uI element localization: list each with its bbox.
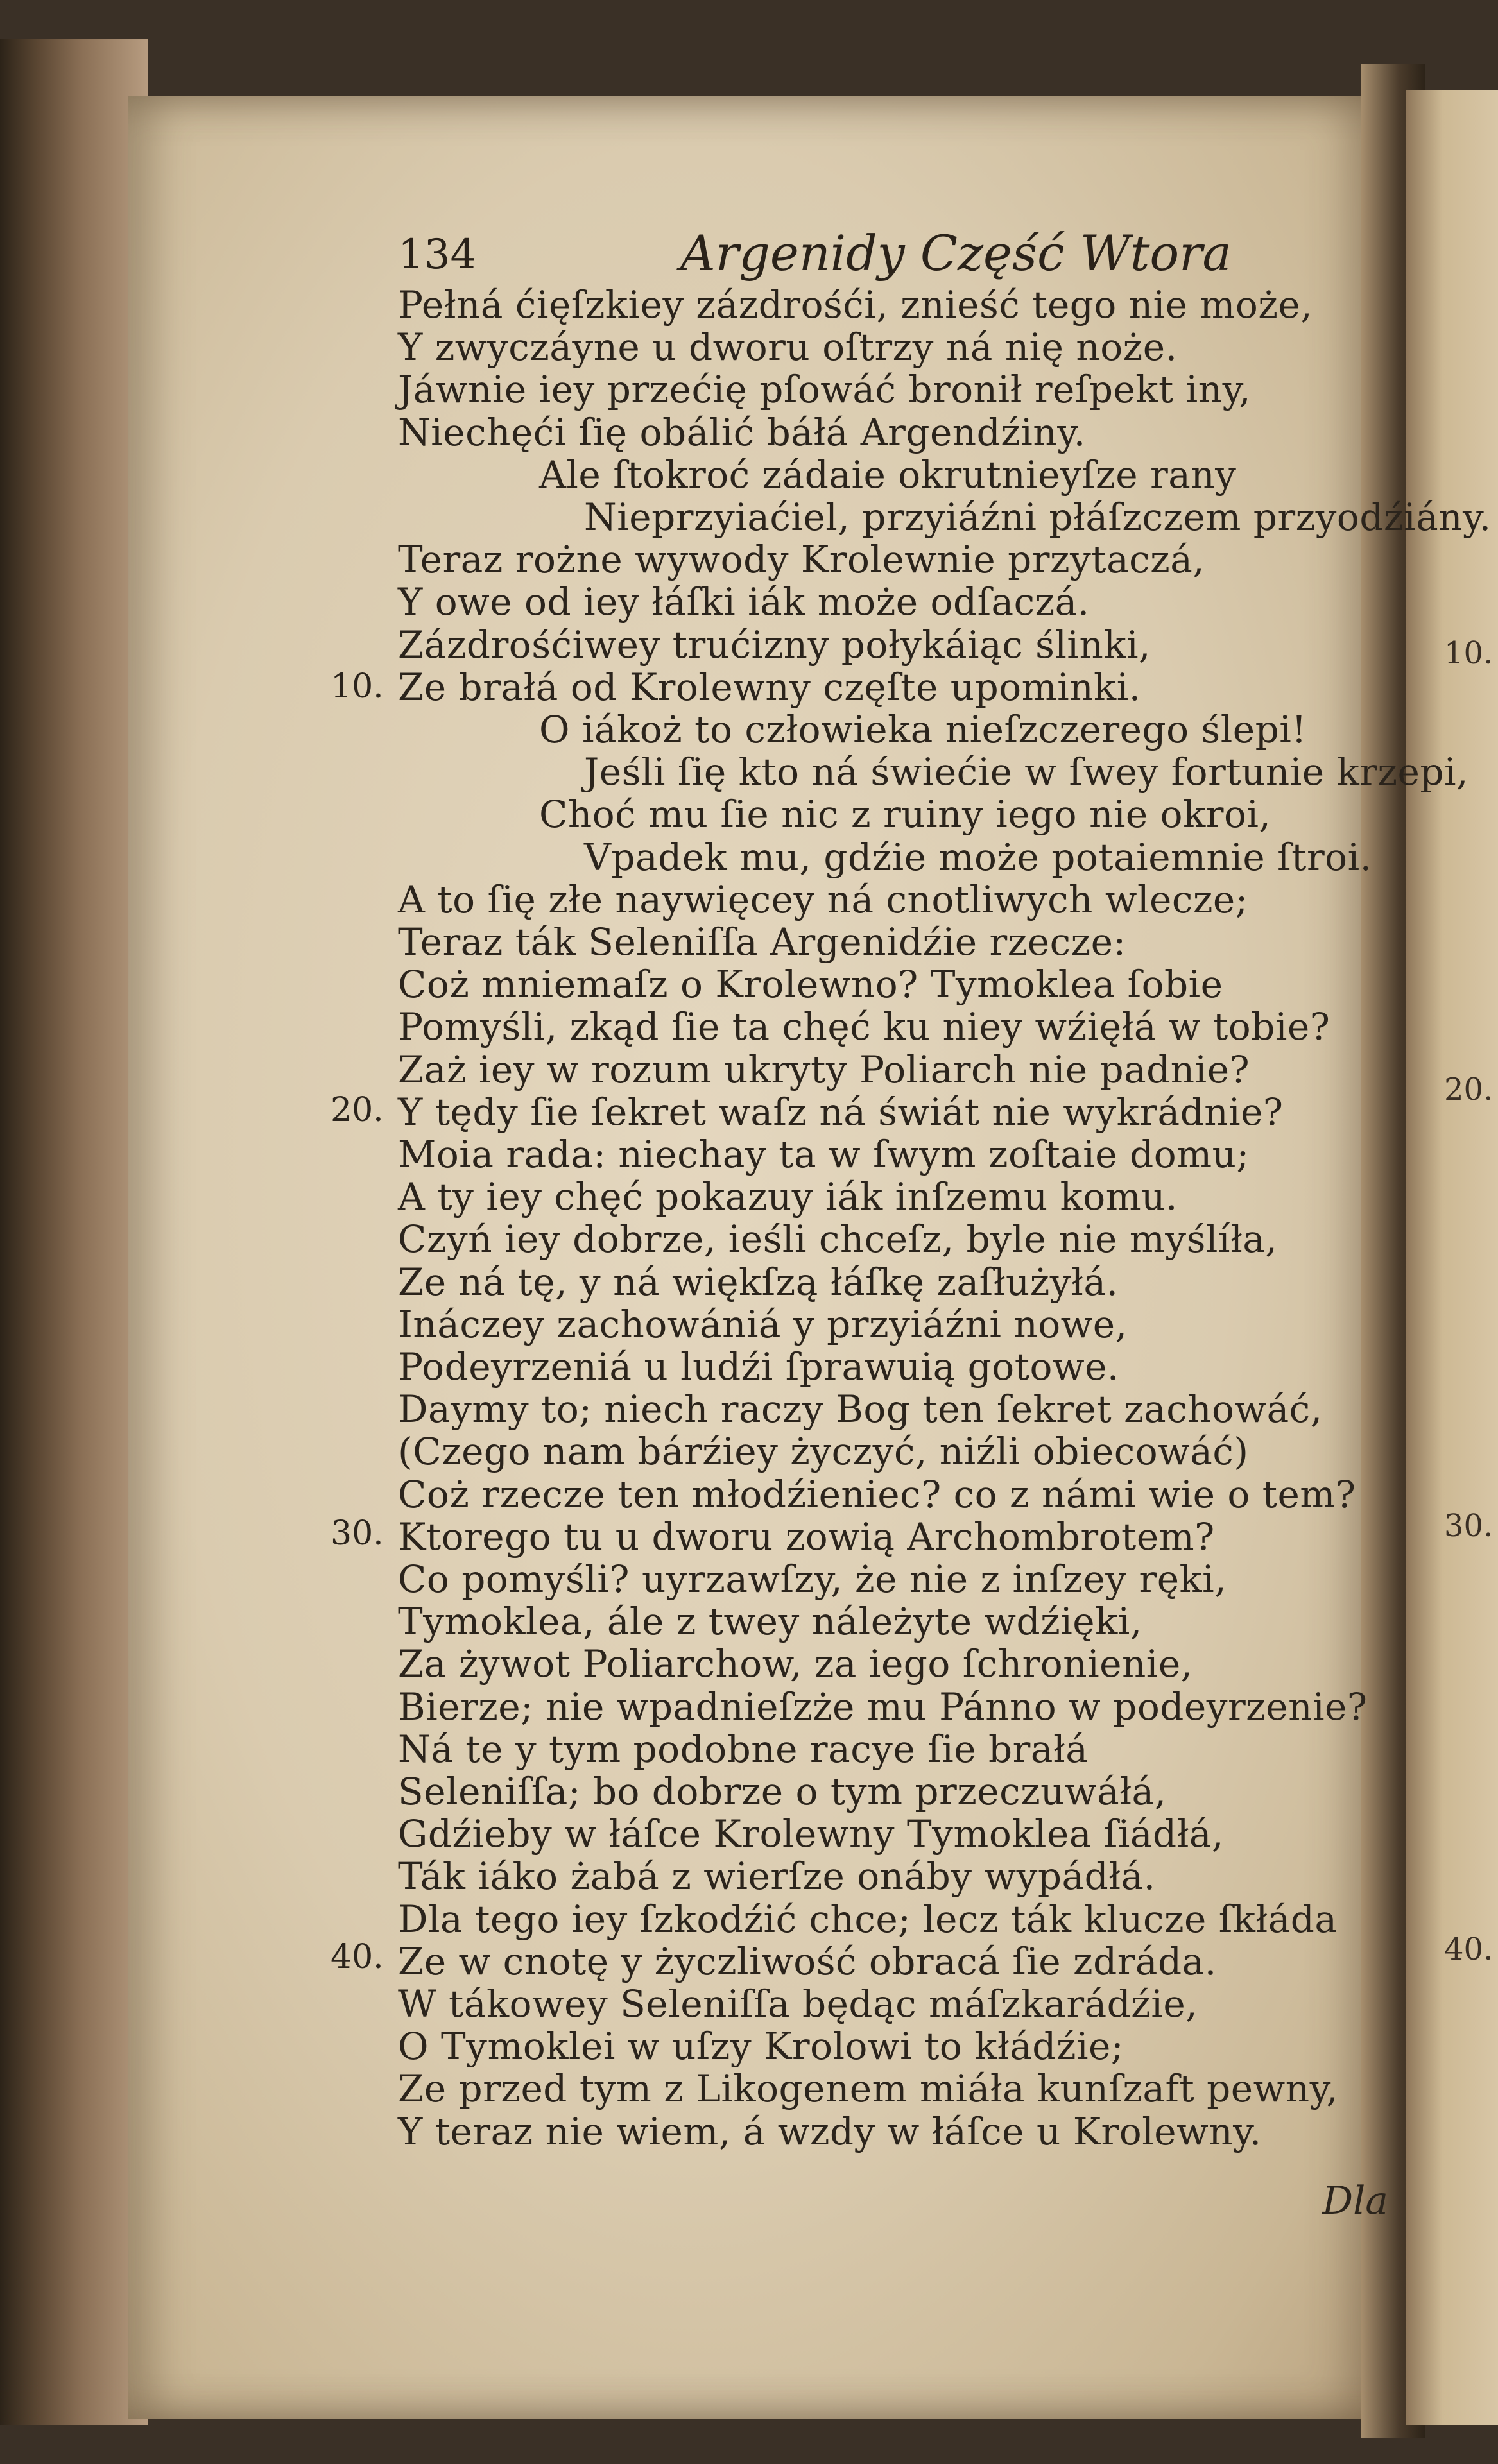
verse-line: Podeyrzeniá u ludźi ſprawuią gotowe.	[398, 1345, 1119, 1389]
verse-line: Ze w cnotę y życzliwość obracá ſie zdráda.	[398, 1939, 1217, 1983]
verse-line: Ináczey zachowániá y przyiáźni nowe,	[398, 1302, 1128, 1346]
verse-line: (Czego nam bárźiey życzyć, niźli obiecowáć)	[398, 1430, 1249, 1474]
verse-line: Co pomyśli? uyrzawſzy, że nie z inſzey ręki,	[398, 1557, 1227, 1601]
verse-line: Ktorego tu u dworu zowią Archombrotem?	[398, 1514, 1215, 1559]
running-title: Argenidy Część Wtora	[680, 225, 1232, 282]
verse-line: Y tędy ſie ſekret waſz ná świát nie wykrádnie?	[398, 1090, 1284, 1134]
verse-line: A to ſię złe naywięcey ná cnotliwych wlecze;	[398, 877, 1248, 921]
line-number: 10.	[331, 667, 384, 706]
verse-line: Gdźieby w łáſce Krolewny Tymoklea ſiádłá,	[398, 1812, 1224, 1856]
verse-line: Zaż iey w rozum ukryty Poliarch nie padnie?	[398, 1047, 1250, 1091]
verse-line: Tymoklea, ále z twey náleżyte wdźięki,	[398, 1600, 1142, 1644]
verse-line: Y teraz nie wiem, á wzdy w łáſce u Krolewny.	[398, 2109, 1262, 2153]
verse-line: Vpadek mu, gdźie może potaiemnie ſtroi.	[584, 835, 1372, 879]
line-number: 20.	[331, 1091, 384, 1129]
facing-line-number: 40.	[1444, 1931, 1494, 1967]
verse-line: Ták iáko żabá z wierſze onáby wypádłá.	[398, 1854, 1156, 1899]
verse-line: Jáwnie iey przećię pſowáć bronił reſpekt iny,	[398, 368, 1252, 412]
verse-line: Choć mu ſie nic z ruiny iego nie okroi,	[539, 792, 1271, 837]
verse-line: Jeśli ſię kto ná świećie w ſwey fortunie krzepi,	[584, 750, 1468, 794]
verse-line: Ná te y tym podobne racye ſie brałá	[398, 1727, 1089, 1771]
verse-line: Y owe od iey łáſki iák może odſaczá.	[398, 580, 1090, 624]
verse-line: Teraz rożne wywody Krolewnie przytaczá,	[398, 538, 1205, 582]
verse-line: W tákowey Seleniſſa będąc máſzkarádźie,	[398, 1982, 1198, 2026]
verse-line: Pełná ćięſzkiey zázdrośći, znieść tego nie może,	[398, 283, 1313, 327]
verse-line: Ze ná tę, y ná więkſzą łáſkę zaſłużyłá.	[398, 1260, 1119, 1304]
verse-line: Coż mniemaſz o Krolewno? Tymoklea ſobie	[398, 963, 1223, 1007]
page-number: 134	[398, 231, 477, 278]
verse-line: Coż rzecze ten młodźieniec? co z námi wie o tem?	[398, 1472, 1356, 1516]
verse-line: Ale ſtokroć zádaie okrutnieyſze rany	[539, 452, 1237, 497]
verse-line: O iákoż to człowieka nieſzczerego ślepi!	[539, 708, 1307, 751]
page-block-edge	[0, 38, 148, 2426]
verse-line: Niechęći ſię obálić báłá Argendźiny.	[398, 410, 1086, 454]
facing-line-number: 10.	[1444, 635, 1494, 671]
verse-line: Za żywot Poliarchow, za iego ſchronienie,	[398, 1642, 1193, 1686]
verse-line: A ty iey chęć pokazuy iák inſzemu komu.	[398, 1175, 1178, 1219]
verse-line: Dla tego iey ſzkodźić chce; lecz ták klucze ſkłáda	[398, 1897, 1338, 1941]
verse-line: Pomyśli, zkąd ſie ta chęć ku niey wźięłá w tobie?	[398, 1005, 1330, 1049]
line-number: 30.	[331, 1514, 384, 1553]
facing-line-number: 20.	[1444, 1072, 1494, 1108]
facing-page-strip	[1406, 90, 1498, 2426]
verse-line: Bierze; nie wpadnieſzże mu Pánno w podeyrzenie?	[398, 1684, 1368, 1729]
verse-line: Czyń iey dobrze, ieśli chceſz, byle nie myślíła,	[398, 1217, 1278, 1262]
verse-line: Nieprzyiaćiel, przyiáźni płáſzczem przyodźiány.	[584, 495, 1492, 539]
verse-line: Y zwyczáyne u dworu oſtrzy ná nię noże.	[398, 325, 1178, 370]
verse-line: O Tymoklei w uſzy Krolowi to kłádźie;	[398, 2024, 1124, 2069]
verse-line: Moia rada: niechay ta w ſwym zoſtaie domu;	[398, 1133, 1250, 1176]
verse-line: Daymy to; niech raczy Bog ten ſekret zachowáć,	[398, 1387, 1323, 1432]
catchword: Dla	[1322, 2178, 1389, 2223]
verse-line: Seleniſſa; bo dobrze o tym przeczuwáłá,	[398, 1770, 1167, 1813]
facing-line-number: 30.	[1444, 1508, 1494, 1544]
verse-line: Teraz ták Seleniſſa Argenidźie rzecze:	[398, 920, 1126, 964]
verse-line: Ze brałá od Krolewny częſte upominki.	[398, 665, 1141, 709]
line-number: 40.	[331, 1938, 384, 1976]
verse-line: Ze przed tym z Likogenem miáła kunſzaft pewny,	[398, 2067, 1339, 2111]
verse-line: Zázdrośćiwey trućizny połykáiąc ślinki,	[398, 622, 1151, 667]
